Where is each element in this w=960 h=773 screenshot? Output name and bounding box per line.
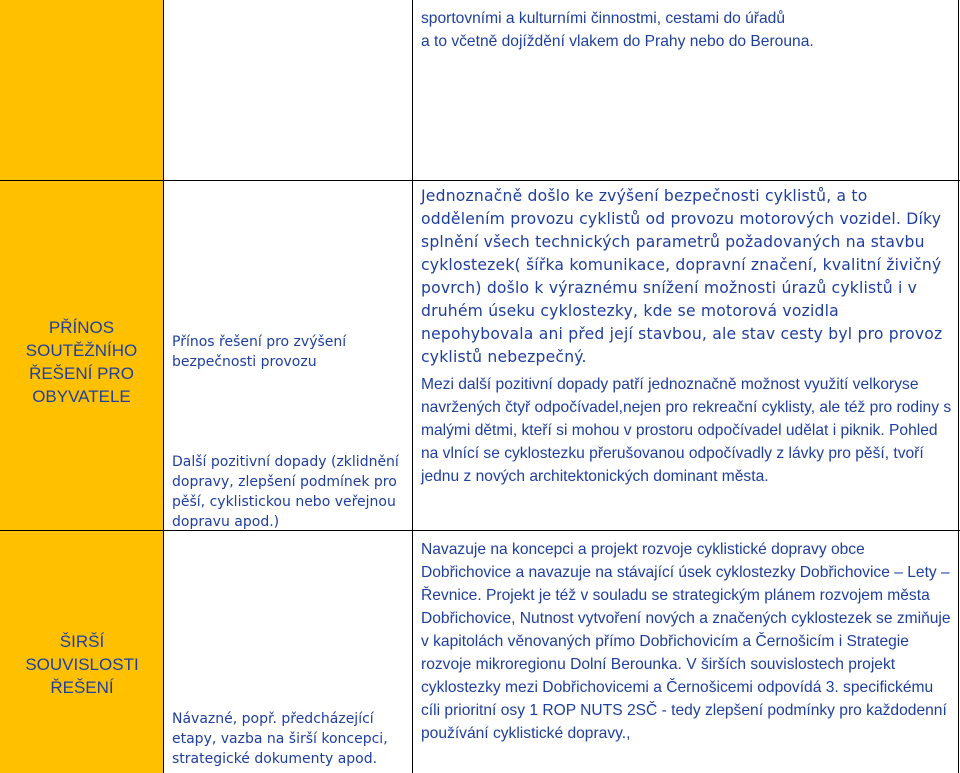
text-other-effects: Mezi další pozitivní dopady patří jednoznačně možnost využití velkoryse navržených čtyř odpočívadel,nejen pro rekreační cyklisty, ale též pro rodiny s malými dětmi, kteří si mohou v prostoru odpočívadel udělat i piknik. Pohled na vlnící se cyklostezku přerušovanou odpočívadly z lávky pro pěší, tvoří jednu z nových architektonických dominant města. xyxy=(421,376,952,485)
column-divider-2 xyxy=(412,0,413,773)
category-label-benefits: PŘÍNOS SOUTĚŽNÍHO ŘEŠENÍ PRO OBYVATELE xyxy=(25,318,138,406)
column-divider-1 xyxy=(163,0,164,773)
text-safety: Jednoznačně došlo ke zvýšení bezpečnosti cyklistů, a to oddělením provozu cyklistů od provozu motorových vozidel. Díky splnění všech technických parametrů požadovaných na stavbu cyklostezek( šířka komunikace, dopravní značení, kvalitní živičný povrch) došlo k výraznému snížení možnosti úrazů cyklistů i v druhém úseku cyklostezky, kde se motorová vozidla nepohybovala ani před její stavbou, ale stav cesty byl pro provoz cyklistů nebezpečný. xyxy=(421,187,943,366)
text-concept: Navazuje na koncepci a projekt rozvoje cyklistické dopravy obce Dobřichovice a navazuje na stávající úsek cyklostezky Dobřichovice – Lety – Řevnice. Projekt je též v souladu se strategickým plánem rozvojem města Dobřichovice, Nutnost vytvoření nových a značených cyklostezek se zmiňuje v kapitolách věnovaných přímo Dobřichovicím a Černošicím i Strategie rozvoje mikroregionu Dolní Berounka. V širších souvislostech projekt cyklostezky mezi Dobřichovicemi a Černošicemi odpovídá 3. specifickému cíli prioritní osy 1 ROP NUTS 2SČ - tedy zlepšení podmínky pro každodenní používání cyklistické dopravy., xyxy=(421,541,951,742)
criterion-concept: Návazné, popř. předcházející etapy, vazba na širší koncepci, strategické dokumenty apod. xyxy=(172,711,388,767)
text-top-continued: sportovními a kulturními činnostmi, cestami do úřadů a to včetně dojíždění vlakem do Prahy nebo do Berouna. xyxy=(421,10,814,50)
criterion-other-effects: Další pozitivní dopady (zklidnění dopravy, zlepšení podmínek pro pěší, cyklistickou nebo veřejnou dopravu apod.) xyxy=(172,454,399,530)
column-divider-3 xyxy=(958,0,959,773)
row-divider-2 xyxy=(0,530,960,531)
category-label-context: ŠIRŠÍ SOUVISLOSTI ŘEŠENÍ xyxy=(25,632,139,697)
criterion-safety: Přínos řešení pro zvýšení bezpečnosti provozu xyxy=(172,334,347,370)
row-divider-1 xyxy=(0,180,960,181)
